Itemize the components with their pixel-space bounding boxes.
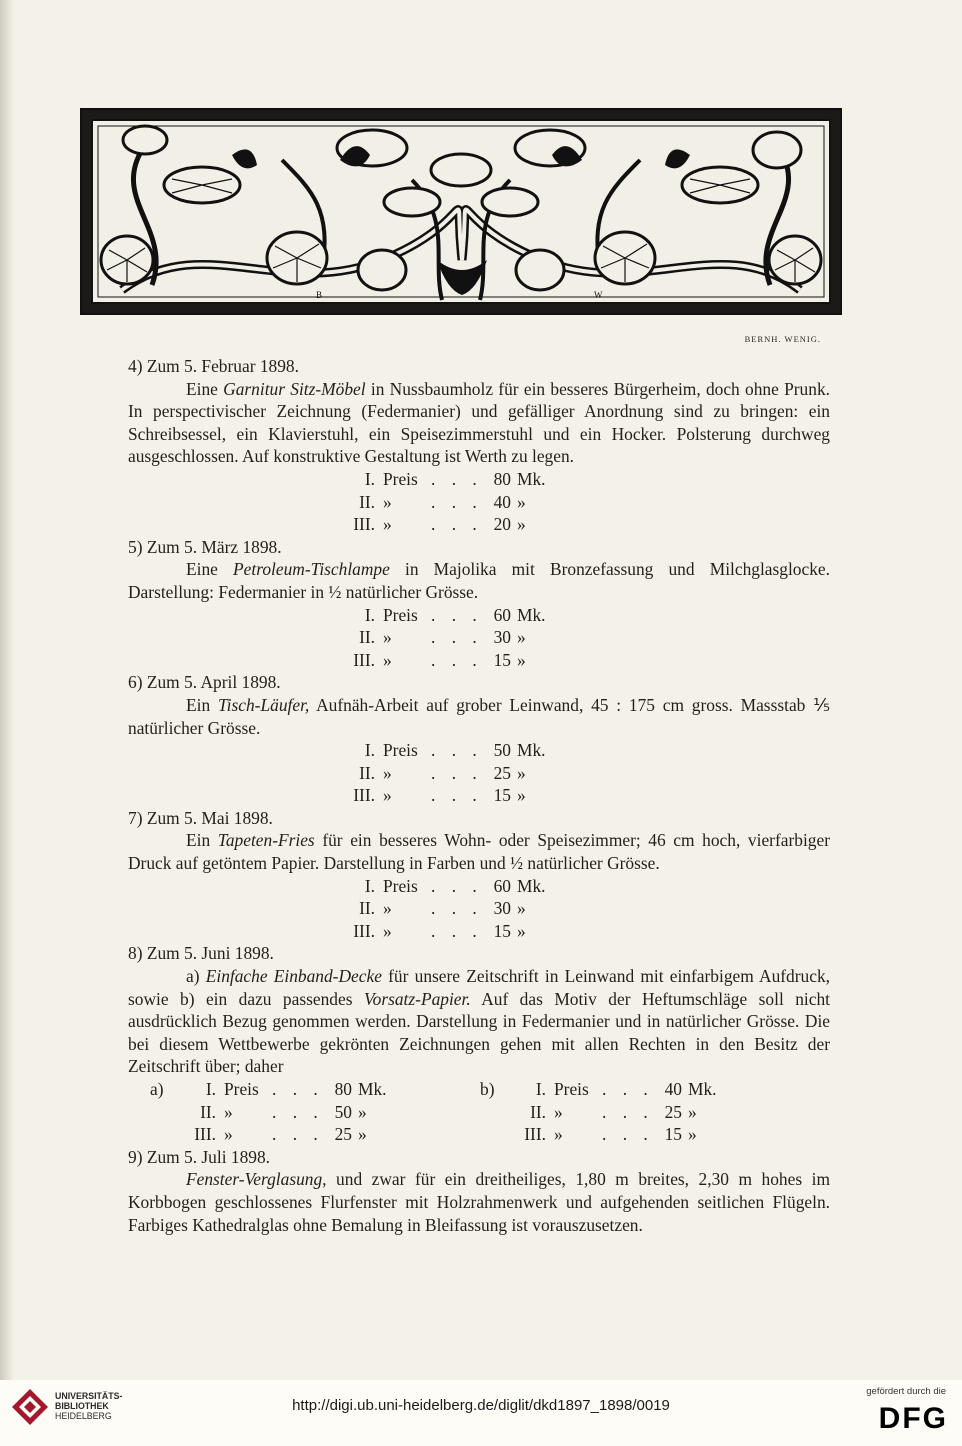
prize-unit: » [358, 1101, 367, 1122]
ornamental-frieze [80, 108, 842, 315]
section-body [128, 694, 830, 739]
prize-amount: 25 [334, 1124, 352, 1145]
item-title-a: Einfache Einband-Decke [205, 966, 382, 987]
prize-dots: . . . [431, 785, 483, 806]
section-body [128, 378, 830, 468]
prize-columns [150, 1078, 830, 1146]
prize-rank: II. [200, 1101, 216, 1122]
item-label-a: a) [186, 966, 206, 987]
prize-amount: 15 [664, 1124, 682, 1145]
page-gutter-shadow [0, 0, 14, 1380]
prize-word: » [383, 762, 392, 783]
item-title: Fenster-Verglasung, [186, 1169, 327, 1190]
prize-dots: . . . [602, 1124, 654, 1145]
nasturtium-ornament-illustration [82, 110, 840, 313]
prize-unit: Mk. [517, 875, 546, 896]
section-body [128, 965, 830, 1078]
section-body [128, 829, 830, 874]
body-text: Ein [186, 830, 218, 851]
library-line: HEIDELBERG [55, 1411, 112, 1421]
prize-dots: . . . [431, 875, 483, 896]
prize-rank: I. [364, 875, 375, 896]
prize-rank: II. [359, 762, 375, 783]
prize-row [150, 1123, 480, 1146]
prize-unit: Mk. [358, 1079, 387, 1099]
prize-rank: I. [535, 1079, 546, 1099]
prize-word: » [383, 491, 392, 512]
library-line: UNIVERSITÄTS- [55, 1391, 123, 1401]
prize-list [333, 468, 830, 536]
prize-amount: 80 [334, 1079, 352, 1099]
prize-dots: . . . [431, 604, 483, 625]
prize-dots: . . . [431, 468, 483, 489]
prize-row [333, 762, 830, 785]
prize-unit: » [517, 898, 526, 919]
prize-rank: III. [353, 649, 375, 670]
prize-amount: 30 [493, 627, 511, 648]
item-title: Tapeten-Fries [217, 830, 315, 851]
body-text: für unsere Zeitschrift in Leinwand mit einfarbigem Aufdruck, sowie b) ein dazu passendes [128, 966, 830, 1009]
prize-amount: 20 [493, 514, 511, 535]
prize-unit: » [688, 1124, 697, 1145]
prize-unit: » [517, 920, 526, 941]
section-body [128, 1168, 830, 1236]
prize-rank: III. [194, 1124, 216, 1145]
prize-group-label: b) [480, 1079, 495, 1099]
prize-row [333, 468, 830, 491]
prize-dots: . . . [602, 1101, 654, 1122]
prize-unit: Mk. [517, 468, 546, 489]
prize-row [333, 739, 830, 762]
competition-section [128, 807, 830, 943]
prize-rank: II. [359, 627, 375, 648]
prize-word: » [554, 1101, 563, 1122]
prize-word: » [554, 1124, 563, 1145]
prize-list [333, 739, 830, 807]
prize-dots: . . . [431, 762, 483, 783]
prize-unit: Mk. [688, 1079, 717, 1099]
viewer-footer [0, 1380, 962, 1446]
section-body [128, 558, 830, 603]
prize-word: Preis [383, 740, 418, 761]
prize-amount: 30 [493, 898, 511, 919]
prize-row [150, 1078, 480, 1101]
prize-word: » [383, 514, 392, 535]
prize-amount: 40 [664, 1079, 682, 1099]
prize-rank: III. [353, 785, 375, 806]
prize-row [333, 784, 830, 807]
prize-group-label: a) [150, 1079, 164, 1099]
prize-row [333, 649, 830, 672]
competition-sections [128, 355, 830, 942]
prize-row [333, 604, 830, 627]
body-text: Eine [186, 559, 234, 580]
body-text: in Majolika mit Bronzefassung und Milchglasglocke. Darstellung: Federmanier in ½ natürlicher Grösse. [128, 559, 830, 602]
prize-unit: Mk. [517, 740, 546, 761]
prize-unit: » [358, 1124, 367, 1145]
item-title: Tisch-Läufer, [217, 694, 310, 715]
prize-row [333, 875, 830, 898]
prize-rank: II. [359, 898, 375, 919]
prize-amount: 15 [493, 649, 511, 670]
prize-unit: » [517, 762, 526, 783]
body-text: Ein [186, 694, 218, 715]
section-8 [128, 942, 830, 1145]
prize-amount: 50 [493, 740, 511, 761]
prize-unit: » [517, 627, 526, 648]
prize-dots: . . . [431, 514, 483, 535]
prize-word: Preis [383, 604, 418, 625]
prize-amount: 25 [493, 762, 511, 783]
prize-row [333, 897, 830, 920]
prize-row [150, 1101, 480, 1124]
prize-dots: . . . [272, 1101, 324, 1122]
prize-amount: 40 [493, 491, 511, 512]
competition-section [128, 536, 830, 672]
prize-row [333, 626, 830, 649]
section-heading: 8) Zum 5. Juni 1898. [128, 943, 274, 964]
prize-column-a [150, 1078, 480, 1146]
prize-word: » [383, 785, 392, 806]
prize-dots: . . . [431, 920, 483, 941]
prize-unit: » [517, 514, 526, 535]
prize-amount: 25 [664, 1101, 682, 1122]
library-line: BIBLIOTHEK [55, 1401, 109, 1411]
prize-amount: 15 [493, 920, 511, 941]
prize-dots: . . . [602, 1079, 654, 1099]
prize-amount: 80 [493, 468, 511, 489]
body-text: in Nussbaumholz für ein besseres Bürgerheim, doch ohne Prunk. In perspectivischer Zeichnung (Federmanier) und gefälliger Anordnung sind zu bringen: ein Schreibsessel, ein Klavierstuhl, ein Speisezimmerstuhl und ein Hocker. Polsterung durchweg ausgeschlossen. Auf konstruktive Gestaltung ist Werth zu legen. [128, 378, 830, 467]
prize-rank: III. [353, 514, 375, 535]
prize-unit: » [688, 1101, 697, 1122]
item-title-b: Vorsatz-Papier. [363, 988, 471, 1009]
prize-word: Preis [383, 468, 418, 489]
competition-section [128, 355, 830, 536]
prize-amount: 60 [493, 604, 511, 625]
prize-dots: . . . [272, 1079, 324, 1099]
prize-amount: 15 [493, 785, 511, 806]
prize-word: Preis [383, 875, 418, 896]
prize-dots: . . . [431, 627, 483, 648]
section-heading: 7) Zum 5. Mai 1898. [128, 807, 273, 828]
prize-word: » [224, 1101, 233, 1122]
prize-dots: . . . [431, 740, 483, 761]
prize-word: » [383, 898, 392, 919]
prize-word: » [383, 649, 392, 670]
section-heading: 9) Zum 5. Juli 1898. [128, 1146, 271, 1167]
prize-list [333, 604, 830, 672]
prize-rank: II. [359, 491, 375, 512]
prize-word: Preis [224, 1079, 259, 1099]
prize-rank: I. [364, 604, 375, 625]
prize-unit: » [517, 491, 526, 512]
body-text: Auf das Motiv der Heftumschläge soll nicht ausdrücklich Bezug genommen werden. Darstellung in Federmanier und in natürlicher Grösse. Die bei diesem Wettbewerbe gekrönten Zeichnungen gehen mit allen Rechten in den Besitz der Zeitschrift über; daher [128, 988, 831, 1077]
prize-dots: . . . [272, 1124, 324, 1145]
item-title: Garnitur Sitz-Möbel [223, 378, 366, 399]
body-text: für ein besseres Wohn- oder Speisezimmer; 46 cm hoch, vierfarbiger Druck auf getöntem Papier. Darstellung in Farben und ½ natürlicher Grösse. [128, 830, 830, 874]
permalink-url[interactable]: http://digi.ub.uni-heidelberg.de/diglit/dkd1897_1898/0019 [292, 1397, 670, 1414]
section-heading: 4) Zum 5. Februar 1898. [128, 356, 299, 376]
prize-row [480, 1101, 810, 1124]
prize-column-b [480, 1078, 810, 1146]
prize-word: » [383, 627, 392, 648]
item-title: Petroleum-Tischlampe [233, 559, 390, 580]
prize-unit: » [517, 649, 526, 670]
prize-amount: 60 [493, 875, 511, 896]
section-heading: 5) Zum 5. März 1898. [128, 536, 282, 557]
prize-dots: . . . [431, 898, 483, 919]
body-text: Aufnäh-Arbeit auf grober Leinwand, 45 : 175 cm gross. Massstab ⅕ natürlicher Grösse. [128, 694, 830, 738]
prize-row [480, 1123, 810, 1146]
funded-by-label: gefördert durch die [866, 1386, 946, 1397]
prize-unit: Mk. [517, 604, 546, 625]
body-text: Eine [186, 378, 224, 399]
prize-row [480, 1078, 810, 1101]
prize-rank: III. [353, 920, 375, 941]
main-text [128, 355, 830, 1236]
monogram-right: W [594, 290, 603, 300]
section-9 [128, 1146, 830, 1236]
prize-row [333, 920, 830, 943]
prize-rank: II. [530, 1101, 546, 1122]
prize-row [333, 491, 830, 514]
prize-dots: . . . [431, 491, 483, 512]
prize-unit: » [517, 785, 526, 806]
prize-rank: I. [364, 468, 375, 489]
competition-section [128, 671, 830, 807]
section-heading: 6) Zum 5. April 1898. [128, 672, 281, 693]
prize-rank: I. [205, 1079, 216, 1099]
monogram-left: B [316, 290, 323, 300]
prize-rank: III. [524, 1124, 546, 1145]
prize-dots: . . . [431, 649, 483, 670]
prize-list [333, 875, 830, 943]
prize-word: » [383, 920, 392, 941]
prize-amount: 50 [334, 1101, 352, 1122]
artist-credit: BERNH. WENIG. [744, 334, 821, 344]
body-text: und zwar für ein dreitheiliges, 1,80 m breites, 2,30 m hohes im Korbbogen geschlossenes Flurfenster mit Holzrahmenwerk und aufgehenden seitlichen Flügeln. Farbiges Kathedralglas ohne Bemalung in Bleifassung ist vorauszusetzen. [128, 1169, 830, 1235]
prize-word: Preis [554, 1079, 589, 1099]
dfg-logo: DFG [878, 1402, 948, 1435]
prize-rank: I. [364, 740, 375, 761]
prize-word: » [224, 1124, 233, 1145]
prize-row [333, 513, 830, 536]
